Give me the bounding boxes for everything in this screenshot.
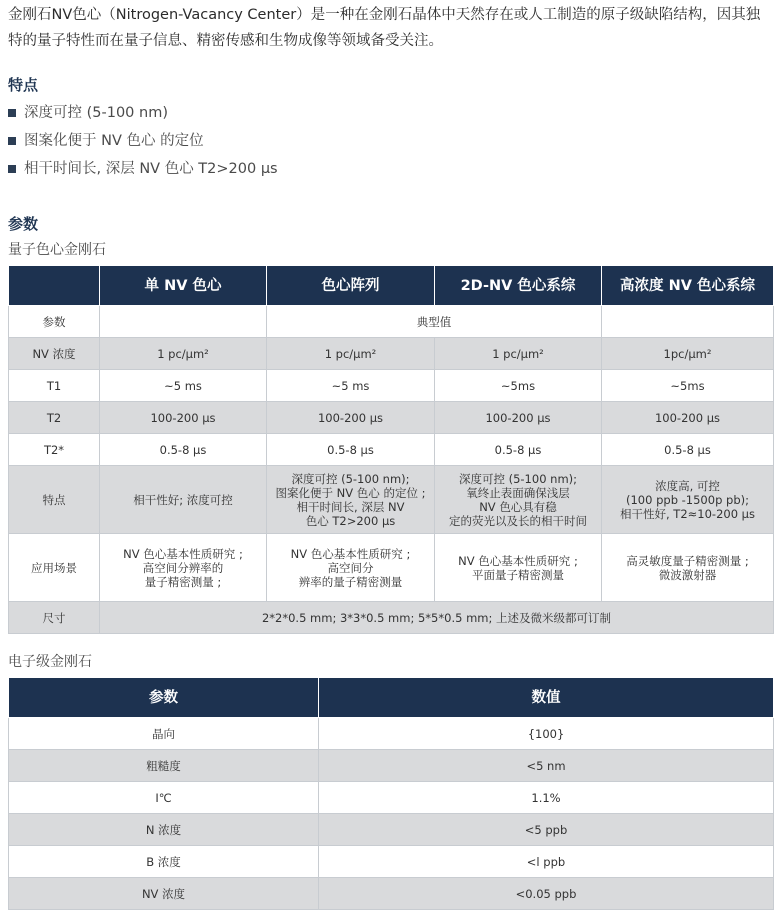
cell-line: 微波激射器 (658, 567, 717, 582)
cell-line: NV 色心具有稳 (479, 499, 557, 514)
table-cell: ~5ms (602, 370, 774, 402)
table-row (9, 434, 774, 466)
list-item (8, 127, 278, 155)
feature-text: 图案化便于 NV 色心 的定位 (24, 133, 204, 149)
table-cell: 0.5-8 μs (267, 434, 435, 466)
table-cell: 0.5-8 μs (100, 434, 267, 466)
table-header-row (9, 266, 774, 306)
cell-line: 相干性好; 浓度可控 (133, 492, 233, 507)
cell-line: 深度可控 (5-100 nm); (291, 471, 410, 486)
cell-line: NV 色心基本性质研究 ; (458, 553, 578, 568)
cell-line: NV 色心基本性质研究 ; (290, 546, 411, 561)
intro-paragraph: 金刚石NV色心（Nitrogen-Vacancy Center）是一种在金刚石晶体中天然存在或人工制造的原子级缺陷结构，因其独特的量子特性而在量子信息、精密传感和生物成像等领域备受关注。 (8, 7, 761, 49)
table-row (9, 750, 774, 782)
params-heading: 参数 (8, 215, 39, 233)
table-cell: 1 pc/μm² (435, 338, 602, 370)
header-cell: 色心阵列 (267, 266, 435, 306)
header-cell: 2D-NV 色心系综 (435, 266, 602, 306)
cell-line: 定的荧光以及长的相干时间 (449, 513, 587, 528)
table-row (9, 846, 774, 878)
table-cell: NV 浓度 (9, 878, 319, 910)
square-bullet-icon (8, 137, 16, 145)
table-row (9, 718, 774, 750)
table-header-row (9, 678, 774, 718)
row-label: NV 浓度 (9, 338, 100, 370)
table-row (9, 602, 774, 634)
table-cell: I℃ (9, 782, 319, 814)
table-cell: B 浓度 (9, 846, 319, 878)
quantum-diamond-subtitle: 量子色心金刚石 (8, 242, 106, 258)
table-cell (267, 466, 435, 534)
table-cell: <0.05 ppb (319, 878, 774, 910)
row-label: 应用场景 (9, 534, 100, 602)
table-row (9, 534, 774, 602)
table-row (9, 306, 774, 338)
table-row (9, 466, 774, 534)
cell-line: (100 ppb -1500p pb); (626, 492, 749, 507)
table-cell: <5 nm (319, 750, 774, 782)
table-cell (602, 466, 774, 534)
header-cell: 数值 (319, 678, 774, 718)
table-cell: 粗糙度 (9, 750, 319, 782)
cell-line: 氧终止表面确保浅层 (466, 485, 570, 500)
cell-line: NV 色心基本性质研究 ; (123, 546, 243, 561)
table-cell: ~5 ms (267, 370, 435, 402)
row-label: 参数 (9, 306, 100, 338)
features-list (8, 99, 278, 183)
list-item (8, 99, 278, 127)
row-label: 特点 (9, 466, 100, 534)
table-row (9, 338, 774, 370)
cell-line: 图案化便于 NV 色心 的定位 ; (275, 485, 426, 500)
table-cell: 1.1% (319, 782, 774, 814)
table-row (9, 782, 774, 814)
cell-line: 相干时间长, 深层 NV (296, 499, 405, 514)
table-row (9, 878, 774, 910)
header-cell (9, 266, 100, 306)
square-bullet-icon (8, 109, 16, 117)
cell-line: 色心 T2>200 μs (305, 513, 396, 528)
cell-line: 平面量子精密测量 (472, 567, 564, 582)
table-cell: 100-200 μs (267, 402, 435, 434)
table-cell: 1 pc/μm² (267, 338, 435, 370)
table-cell: 100-200 μs (100, 402, 267, 434)
row-label: 尺寸 (9, 602, 100, 634)
table-cell: 1 pc/μm² (100, 338, 267, 370)
table-cell: 晶向 (9, 718, 319, 750)
table-row (9, 814, 774, 846)
feature-text: 深度可控 (5-100 nm) (24, 105, 168, 121)
header-cell: 参数 (9, 678, 319, 718)
table-cell: N 浓度 (9, 814, 319, 846)
size-value-cell: 2*2*0.5 mm; 3*3*0.5 mm; 5*5*0.5 mm; 上述及微米级都可订制 (100, 602, 774, 634)
table-cell: 0.5-8 μs (602, 434, 774, 466)
table-cell (435, 466, 602, 534)
table-cell: 100-200 μs (602, 402, 774, 434)
table-cell: 100-200 μs (435, 402, 602, 434)
table-cell (100, 534, 267, 602)
feature-text: 相干时间长, 深层 NV 色心 T2>200 μs (24, 161, 278, 177)
row-label: T1 (9, 370, 100, 402)
table-cell (602, 534, 774, 602)
table-cell: 0.5-8 μs (435, 434, 602, 466)
square-bullet-icon (8, 165, 16, 173)
quantum-params-table (8, 265, 774, 634)
table-cell: <5 ppb (319, 814, 774, 846)
table-cell: ~5 ms (100, 370, 267, 402)
cell-line: 高灵敏度量子精密测量 ; (626, 553, 749, 568)
cell-line: 浓度高, 可控 (655, 478, 720, 493)
row-label: T2 (9, 402, 100, 434)
header-cell: 单 NV 色心 (100, 266, 267, 306)
table-cell (435, 534, 602, 602)
table-cell (100, 306, 267, 338)
row-label: T2* (9, 434, 100, 466)
cell-line: 相干性好, T2≈10-200 μs (620, 506, 755, 521)
cell-line: 辨率的量子精密测量 (298, 574, 403, 589)
table-cell: 1pc/μm² (602, 338, 774, 370)
table-cell: ~5ms (435, 370, 602, 402)
cell-line: 高空间分 (327, 560, 374, 575)
features-heading: 特点 (8, 76, 39, 94)
list-item (8, 155, 278, 183)
table-cell (267, 534, 435, 602)
header-cell: 高浓度 NV 色心系综 (602, 266, 774, 306)
cell-line: 量子精密测量 ; (144, 574, 222, 589)
table-cell: {100} (319, 718, 774, 750)
cell-line: 深度可控 (5-100 nm); (458, 471, 578, 486)
table-cell (602, 306, 774, 338)
table-row (9, 402, 774, 434)
table-cell: <l ppb (319, 846, 774, 878)
cell-line: 高空间分辨率的 (142, 560, 224, 575)
table-row (9, 370, 774, 402)
electronic-params-table (8, 677, 774, 910)
typical-value-cell: 典型值 (267, 306, 602, 338)
table-cell (100, 466, 267, 534)
electronic-diamond-subtitle: 电子级金刚石 (8, 654, 92, 670)
